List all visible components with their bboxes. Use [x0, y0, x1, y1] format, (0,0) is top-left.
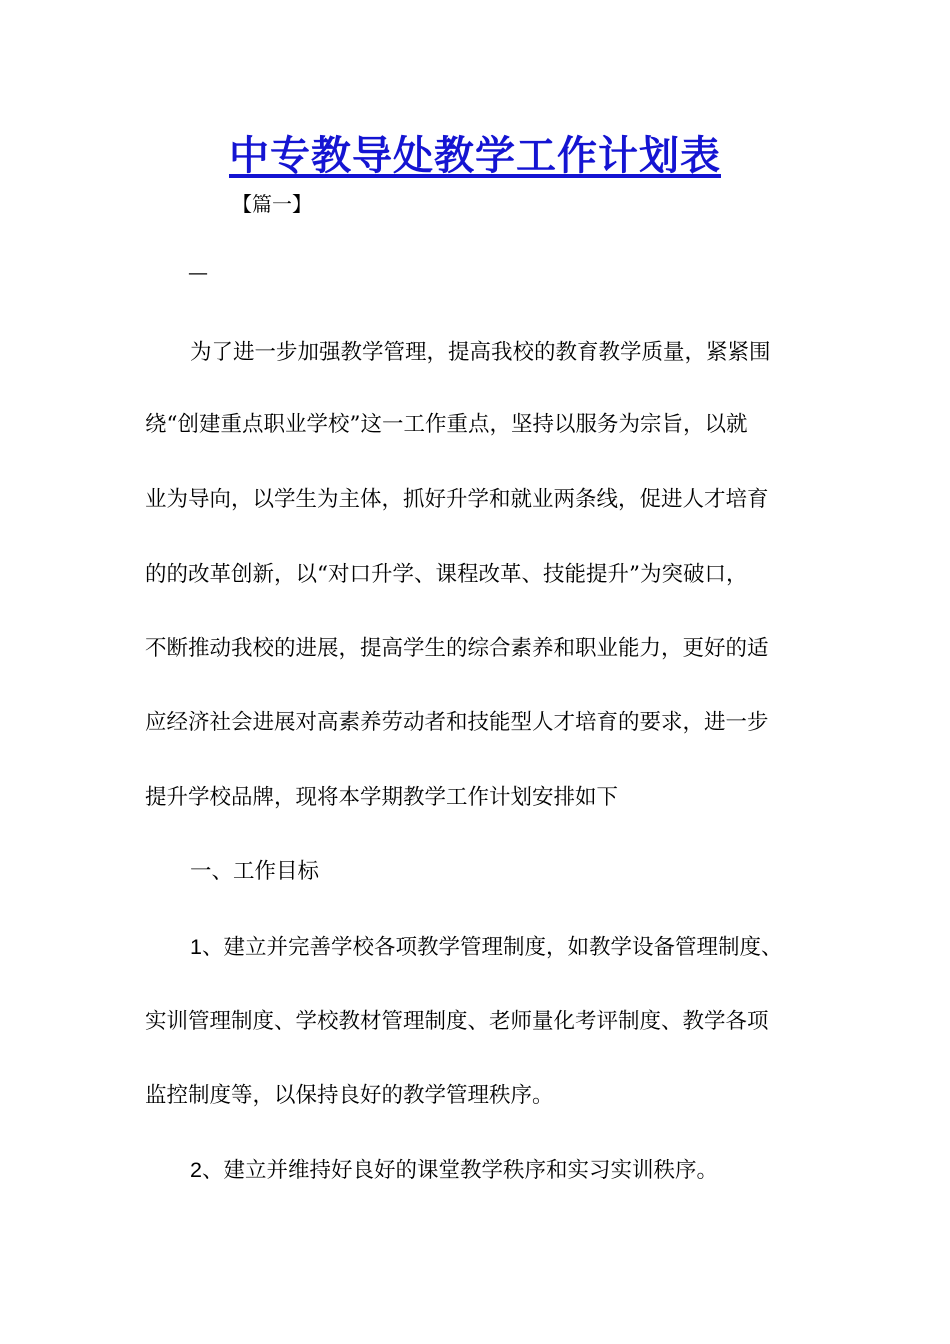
- list-item-number: 1: [190, 935, 202, 959]
- paragraph-line: 为了进一步加强教学管理，提高我校的教育教学质量，紧紧围: [190, 340, 771, 365]
- document-title: 中专教导处教学工作计划表: [229, 132, 721, 179]
- paragraph-line: 业为导向，以学生为主体，抓好升学和就业两条线，促进人才培育: [145, 487, 769, 512]
- list-item-line: 监控制度等，以保持良好的教学管理秩序。: [145, 1083, 554, 1108]
- paragraph-line: 应经济社会进展对高素养劳动者和技能型人才培育的要求，进一步: [145, 710, 769, 735]
- list-item-line: [190, 1155, 718, 1186]
- paragraph-line: 不断推动我校的进展，提高学生的综合素养和职业能力，更好的适: [145, 636, 769, 661]
- list-item-line: 实训管理制度、学校教材管理制度、老师量化考评制度、教学各项: [145, 1009, 769, 1034]
- paragraph-line: 的的改革创新，以“对口升学、课程改革、技能提升”为突破口，: [145, 562, 748, 587]
- list-item-text: 、建立并完善学校各项教学管理制度，如教学设备管理制度、: [201, 935, 783, 960]
- dash-separator: —: [188, 260, 208, 284]
- section-tag: 【篇一】: [232, 192, 312, 216]
- section-heading: 一、工作目标: [190, 859, 320, 884]
- list-item-text: 、建立并维持好良好的课堂教学秩序和实习实训秩序。: [201, 1158, 718, 1183]
- paragraph-line: 绕“创建重点职业学校”这一工作重点，坚持以服务为宗旨，以就: [145, 412, 748, 437]
- list-item-number: 2: [190, 1158, 202, 1182]
- list-item-line: [190, 932, 782, 963]
- paragraph-line: 提升学校品牌，现将本学期教学工作计划安排如下: [145, 785, 619, 810]
